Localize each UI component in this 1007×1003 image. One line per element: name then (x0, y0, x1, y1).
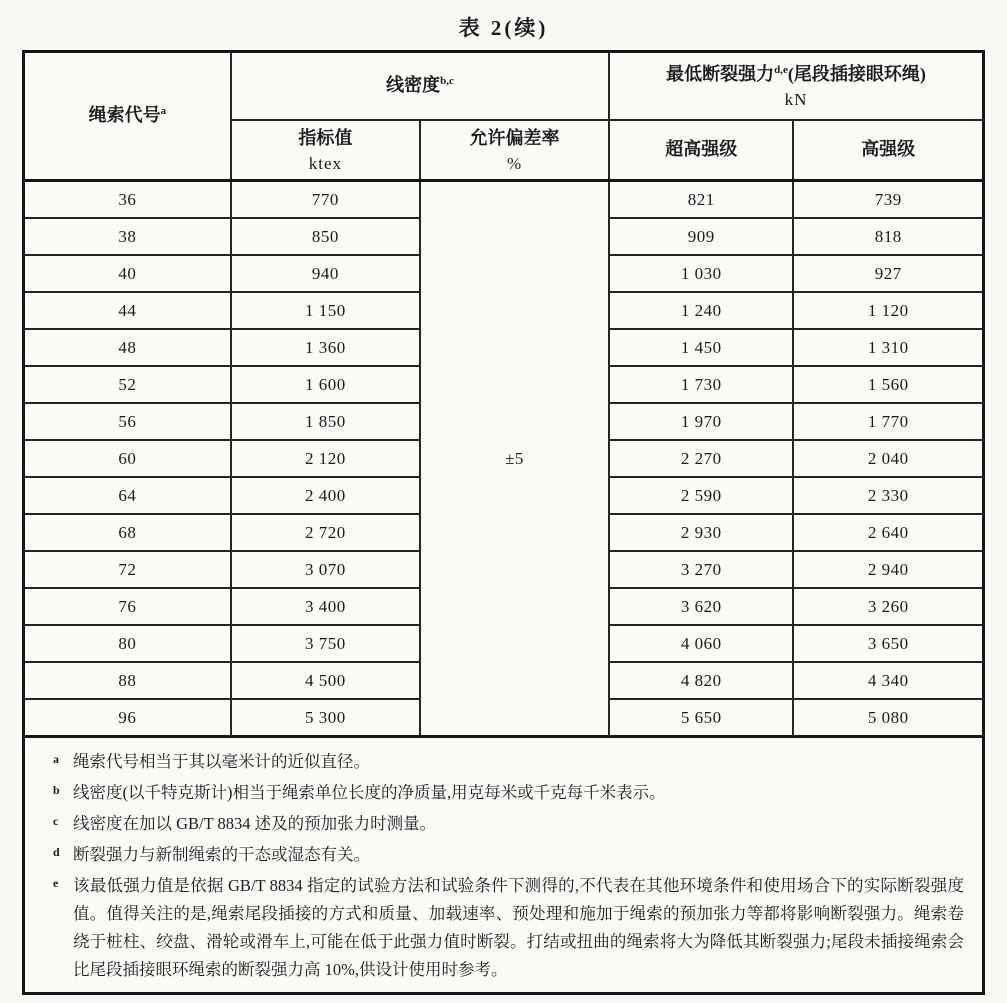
data-row-36 (24, 181, 984, 219)
ktex-value-cell: 5 300 (231, 699, 420, 737)
ktex-value-cell: 3 400 (231, 588, 420, 625)
ktex-value-cell: 3 070 (231, 551, 420, 588)
ultra-high-strength-cell: 1 240 (609, 292, 793, 329)
ultra-high-strength-cell: 2 270 (609, 440, 793, 477)
ktex-value-cell: 1 600 (231, 366, 420, 403)
header-group-row (24, 52, 984, 121)
high-strength-cell: 1 120 (793, 292, 983, 329)
high-strength-cell: 2 040 (793, 440, 983, 477)
ultra-high-strength-cell: 5 650 (609, 699, 793, 737)
ultra-high-strength-cell: 2 590 (609, 477, 793, 514)
footnote-text: 断裂强力与新制绳索的干态或湿态有关。 (73, 845, 370, 864)
footnote-mark: d (53, 845, 60, 859)
footnote-d (47, 841, 964, 869)
ultra-high-strength-cell: 3 620 (609, 588, 793, 625)
footnotes-block (24, 737, 984, 994)
header-density-deviation (420, 120, 609, 181)
rope-code-cell: 44 (24, 292, 231, 329)
table-body (24, 181, 984, 737)
ktex-value-cell: 770 (231, 181, 420, 219)
rope-code-cell: 72 (24, 551, 231, 588)
ktex-value-cell: 4 500 (231, 662, 420, 699)
high-strength-cell: 1 560 (793, 366, 983, 403)
rope-code-cell: 88 (24, 662, 231, 699)
ktex-value-cell: 940 (231, 255, 420, 292)
rope-code-cell: 36 (24, 181, 231, 219)
ktex-value-cell: 3 750 (231, 625, 420, 662)
rope-code-label: 绳索代号 (88, 105, 161, 126)
ultra-high-strength-cell: 821 (609, 181, 793, 219)
density-group-footnote-mark: b,c (440, 75, 454, 88)
ultra-high-strength-cell: 4 820 (609, 662, 793, 699)
rope-code-cell: 38 (24, 218, 231, 255)
header-density-group (231, 52, 609, 121)
ultra-high-strength-cell: 1 030 (609, 255, 793, 292)
header-density-index (231, 120, 420, 181)
ultra-high-strength-cell: 1 730 (609, 366, 793, 403)
ultra-high-strength-cell: 2 930 (609, 514, 793, 551)
deviation-cell: ±5 (420, 181, 609, 737)
high-strength-cell: 3 260 (793, 588, 983, 625)
ultra-high-strength-cell: 1 450 (609, 329, 793, 366)
ultra-high-strength-cell: 4 060 (609, 625, 793, 662)
footnote-text: 线密度(以千特克斯计)相当于绳索单位长度的净质量,用克每米或千克每千米表示。 (73, 783, 666, 802)
density-index-label: 指标值 (298, 128, 353, 149)
footnote-mark: e (53, 876, 59, 890)
footnote-mark: a (53, 752, 59, 766)
rope-code-cell: 48 (24, 329, 231, 366)
footnote-a (47, 748, 964, 776)
spec-table (22, 50, 985, 995)
density-index-unit: ktex (308, 154, 343, 174)
high-strength-cell: 739 (793, 181, 983, 219)
high-strength-cell: 1 770 (793, 403, 983, 440)
header-rope-code (24, 52, 231, 181)
rope-code-cell: 52 (24, 366, 231, 403)
ktex-value-cell: 2 400 (231, 477, 420, 514)
strength-group-label: 最低断裂强力 (666, 64, 775, 85)
high-strength-cell: 2 940 (793, 551, 983, 588)
strength-group-unit: kN (784, 90, 808, 110)
high-strength-cell: 2 330 (793, 477, 983, 514)
high-strength-cell: 2 640 (793, 514, 983, 551)
ktex-value-cell: 2 720 (231, 514, 420, 551)
high-strength-cell: 1 310 (793, 329, 983, 366)
header-ultra-high-strength: 超高强级 (609, 120, 793, 181)
table-title: 表 2(续) (458, 16, 549, 40)
footnotes-row (24, 737, 984, 994)
rope-code-cell: 80 (24, 625, 231, 662)
ktex-value-cell: 850 (231, 218, 420, 255)
rope-code-cell: 60 (24, 440, 231, 477)
header-high-strength: 高强级 (793, 120, 983, 181)
high-strength-cell: 818 (793, 218, 983, 255)
footnote-text: 绳索代号相当于其以毫米计的近似直径。 (73, 752, 370, 771)
high-strength-cell: 4 340 (793, 662, 983, 699)
high-strength-cell: 5 080 (793, 699, 983, 737)
strength-group-line (614, 61, 978, 89)
header-strength-group (609, 52, 983, 121)
high-strength-cell: 927 (793, 255, 983, 292)
footnotes-section (24, 737, 984, 994)
rope-code-cell: 40 (24, 255, 231, 292)
ultra-high-strength-cell: 909 (609, 218, 793, 255)
rope-code-footnote-mark: a (160, 105, 167, 118)
density-group-label: 线密度 (386, 75, 441, 96)
ktex-value-cell: 1 360 (231, 329, 420, 366)
footnote-e (47, 872, 964, 984)
strength-group-footnote-mark: d,e (774, 64, 788, 77)
ktex-value-cell: 2 120 (231, 440, 420, 477)
rope-code-cell: 64 (24, 477, 231, 514)
rope-code-cell: 56 (24, 403, 231, 440)
density-deviation-label: 允许偏差率 (469, 128, 560, 149)
footnote-text: 线密度在加以 GB/T 8834 述及的预加张力时测量。 (73, 814, 437, 833)
table-header (24, 52, 984, 181)
ktex-value-cell: 1 850 (231, 403, 420, 440)
rope-code-cell: 96 (24, 699, 231, 737)
footnote-mark: c (53, 814, 59, 828)
high-strength-cell: 3 650 (793, 625, 983, 662)
footnote-text: 该最低强力值是依据 GB/T 8834 指定的试验方法和试验条件下测得的,不代表在其他环境条件和使用场合下的实际断裂强度值。值得关注的是,绳索尾段插接的方式和质量、加载速率、预处理和施加于绳索的预加张力等都将影响断裂强力。绳索卷绕于桩柱、绞盘、滑轮或滑车上,可能在低于此强力值时断裂。打结或扭曲的绳索将大为降低其断裂强力;尾段未插接绳索会比尾段插接眼环绳索的断裂强力高 10%,供设计使用时参考。 (73, 876, 964, 979)
rope-code-cell: 68 (24, 514, 231, 551)
density-deviation-unit: % (506, 154, 523, 174)
ultra-high-strength-cell: 3 270 (609, 551, 793, 588)
ktex-value-cell: 1 150 (231, 292, 420, 329)
strength-group-suffix: (尾段插接眼环绳) (787, 64, 926, 85)
rope-code-cell: 76 (24, 588, 231, 625)
footnote-mark: b (53, 783, 60, 797)
ultra-high-strength-cell: 1 970 (609, 403, 793, 440)
footnote-b (47, 779, 964, 807)
footnote-c (47, 810, 964, 838)
